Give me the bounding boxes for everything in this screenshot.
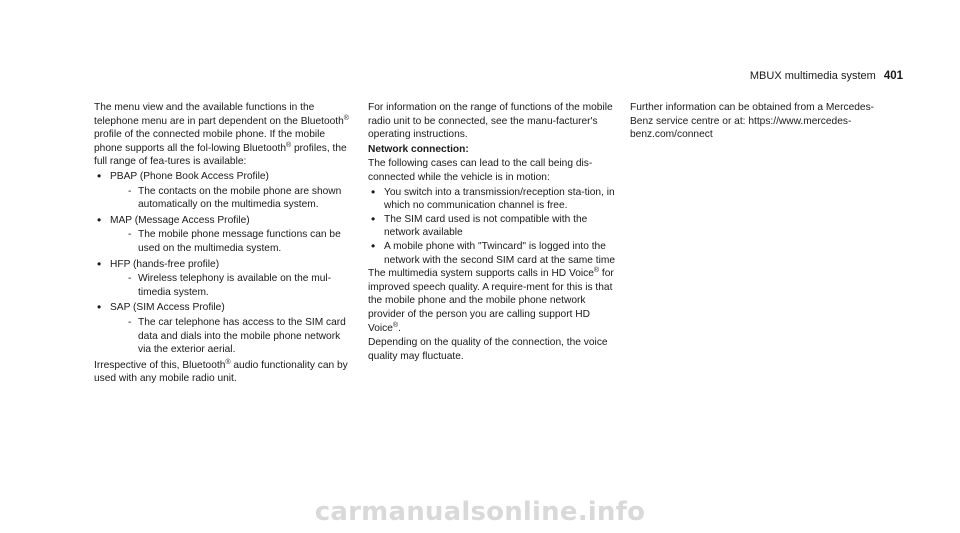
list-item [94, 170, 356, 212]
quality-paragraph: Depending on the quality of the connection, the voice quality may fluctuate. [368, 337, 608, 362]
watermark [0, 493, 960, 533]
section-title: MBUX multimedia system [749, 70, 876, 82]
profile-label: • MAP (Message Access Profile) [110, 214, 250, 226]
profile-detail: - Wireless telephony is available on the mul-timedia system. [110, 272, 356, 299]
outro-paragraph: Irrespective of this, Bluetooth® audio functionality can by used with any mobile radio unit. [94, 358, 348, 385]
watermark-text: carmanualsonline.info [314, 497, 646, 528]
info-paragraph: For information on the range of functions of the mobile radio unit to be connected, see the manu-facturer's operating instructions. [368, 102, 613, 141]
list-item: • You switch into a transmission/reception sta-tion, in which no communication channel is free. [368, 186, 620, 213]
list-item [94, 214, 356, 256]
list-item: • A mobile phone with "Twincard" is logged into the network with the second SIM card at the same time [368, 240, 620, 267]
column-middle [368, 101, 620, 364]
profile-detail: - The mobile phone message functions can be used on the multimedia system. [110, 228, 356, 255]
profile-label: • PBAP (Phone Book Access Profile) [110, 170, 269, 182]
intro-paragraph: The menu view and the available functions in the telephone menu are in part dependent on the Bluetooth® profile of the connected mobile phone. If the mobile phone supports all the fol-lowing Bluetooth® profiles, the full range of fea-tures is available: [94, 102, 349, 168]
registered-mark: ® [286, 141, 292, 149]
profile-detail: - The car telephone has access to the SIM card data and dials into the mobile phone network via the exterior aerial. [110, 316, 356, 357]
list-item: • The SIM card used is not compatible with the network available [368, 213, 620, 240]
registered-mark: ® [392, 321, 399, 329]
section-heading: Network connection: [368, 143, 469, 155]
registered-mark: ® [225, 358, 231, 366]
page-header [750, 70, 903, 84]
disconnect-cases-list [368, 186, 620, 268]
hd-voice-paragraph: The multimedia system supports calls in HD Voice® for improved speech quality. A require-ment for this is that the mobile phone and the mobile phone network provider of the person you are calling support HD Voice®. [368, 267, 614, 334]
list-item [94, 258, 356, 300]
profile-list [94, 170, 356, 357]
column-left [94, 101, 356, 387]
list-item [94, 301, 356, 356]
registered-mark: ® [593, 267, 600, 275]
service-info-paragraph: Further information can be obtained from a Mercedes-Benz service centre or at: https://www.mercedes-benz.com/connect [630, 102, 875, 141]
page-number: 401 [883, 70, 903, 82]
profile-detail: - The contacts on the mobile phone are shown automatically on the multimedia system. [110, 185, 356, 212]
profile-label: • HFP (hands-free profile) [110, 258, 220, 270]
registered-mark: ® [343, 114, 349, 122]
column-right [630, 101, 880, 143]
cases-paragraph: The following cases can lead to the call being dis-connected while the vehicle is in motion: [368, 158, 593, 183]
profile-label: • SAP (SIM Access Profile) [110, 302, 225, 314]
